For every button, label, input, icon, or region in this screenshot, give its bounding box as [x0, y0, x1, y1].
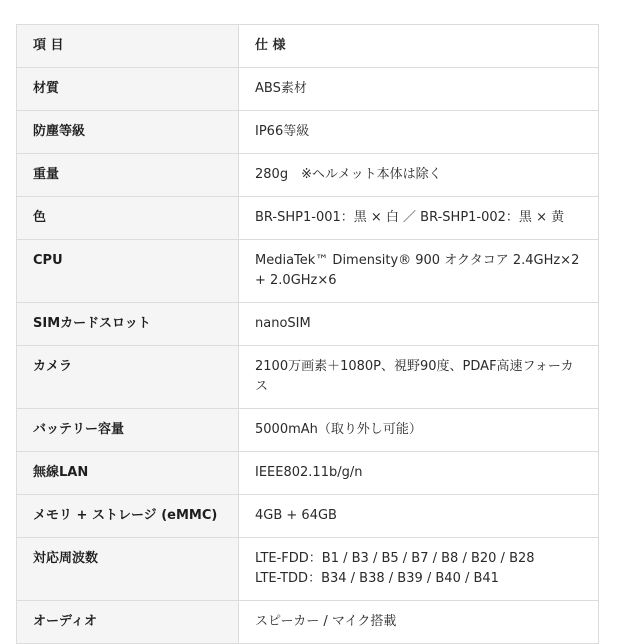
value-line: IP66等級	[255, 124, 310, 139]
table-row	[17, 240, 599, 303]
row-value	[239, 68, 599, 111]
row-label: バッテリー容量	[17, 409, 239, 452]
value-line: LTE-TDD：B34 / B38 / B39 / B40 / B41	[255, 571, 499, 586]
row-value	[239, 538, 599, 601]
row-value	[239, 240, 599, 303]
row-label: CPU	[17, 240, 239, 303]
row-value	[239, 154, 599, 197]
value-line: ABS素材	[255, 81, 307, 96]
row-label: 対応周波数	[17, 538, 239, 601]
table-row	[17, 68, 599, 111]
row-label: 無線LAN	[17, 452, 239, 495]
row-value	[239, 111, 599, 154]
row-label: 防塵等級	[17, 111, 239, 154]
table-row	[17, 538, 599, 601]
table-header-row	[17, 25, 599, 68]
table-row	[17, 495, 599, 538]
value-line: + 2.0GHz×6	[255, 273, 337, 288]
spec-table	[16, 24, 599, 644]
row-value	[239, 197, 599, 240]
table-row	[17, 154, 599, 197]
row-label: オーディオ	[17, 601, 239, 644]
value-line: MediaTek™ Dimensity® 900 オクタコア 2.4GHz×2	[255, 253, 580, 268]
table-row	[17, 197, 599, 240]
row-label: 色	[17, 197, 239, 240]
table-row	[17, 409, 599, 452]
table-row	[17, 346, 599, 409]
row-value	[239, 303, 599, 346]
value-line: BR-SHP1-001：黒 × 白 ／ BR-SHP1-002：黒 × 黄	[255, 210, 565, 225]
row-label: カメラ	[17, 346, 239, 409]
table-row	[17, 111, 599, 154]
value-line: 5000mAh（取り外し可能）	[255, 422, 422, 437]
row-label: メモリ + ストレージ (eMMC)	[17, 495, 239, 538]
value-line: 2100万画素＋1080P、視野90度、PDAF高速フォーカス	[255, 359, 574, 394]
value-line: スピーカー / マイク搭載	[255, 614, 397, 629]
row-value	[239, 346, 599, 409]
header-spec-label: 仕 様	[239, 25, 599, 68]
row-label: SIMカードスロット	[17, 303, 239, 346]
value-line: LTE-FDD：B1 / B3 / B5 / B7 / B8 / B20 / B28	[255, 551, 535, 566]
value-line: IEEE802.11b/g/n	[255, 465, 363, 480]
table-row	[17, 601, 599, 644]
row-value	[239, 409, 599, 452]
value-line: 280g ※ヘルメット本体は除く	[255, 167, 442, 182]
row-label: 重量	[17, 154, 239, 197]
value-line: nanoSIM	[255, 316, 311, 331]
row-value	[239, 452, 599, 495]
row-value	[239, 495, 599, 538]
header-item-label: 項 目	[17, 25, 239, 68]
value-line: 4GB + 64GB	[255, 508, 337, 523]
row-label: 材質	[17, 68, 239, 111]
table-row	[17, 303, 599, 346]
row-value	[239, 601, 599, 644]
table-row	[17, 452, 599, 495]
